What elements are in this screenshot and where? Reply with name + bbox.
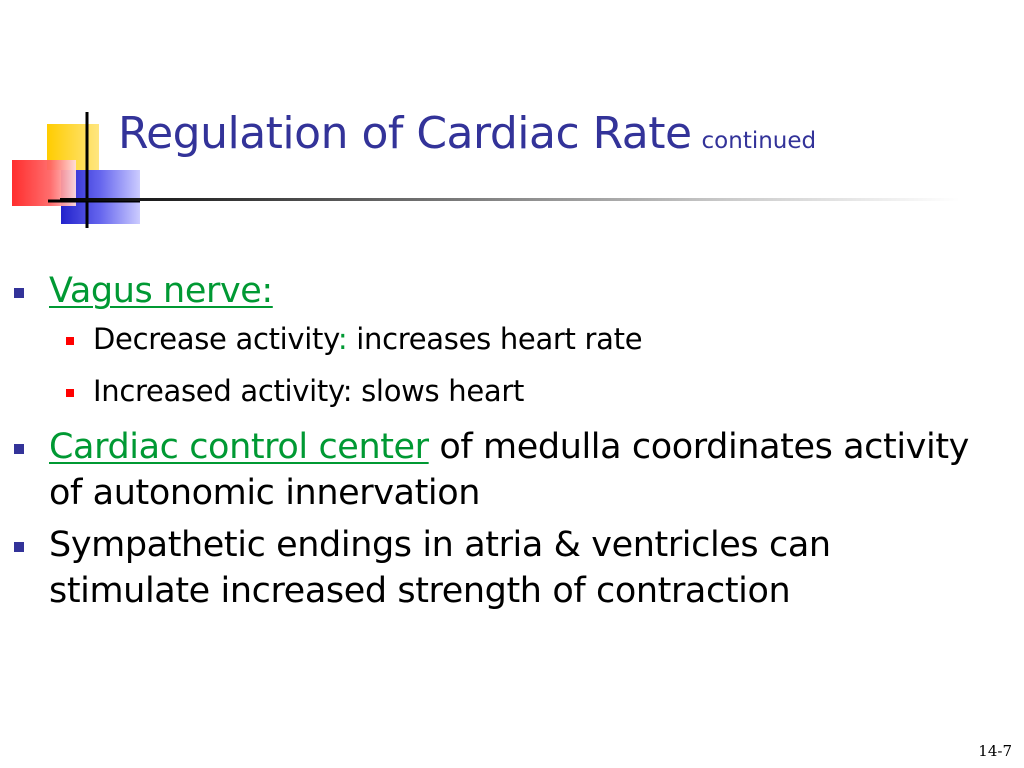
slide-title	[118, 104, 816, 171]
sub-bullet-text: Increased activity: slows heart	[93, 374, 525, 408]
sub-bullet-lead: Decrease activity	[93, 322, 338, 356]
bullet-vagus-nerve	[14, 268, 999, 314]
sub-bullet-decrease-activity	[14, 320, 999, 358]
bullet-text: Sympathetic endings in atria & ventricles can stimulate increased strength of contraction	[49, 525, 831, 611]
cardiac-control-center-link[interactable]: Cardiac control center	[49, 427, 429, 467]
bullet-list	[14, 268, 999, 620]
bullet-sympathetic-endings	[14, 522, 999, 614]
sub-bullet-colon: :	[337, 322, 348, 356]
sub-bullet-increased-activity	[14, 372, 999, 410]
slide-number: 14-7	[978, 742, 1012, 760]
slide-title-main: Regulation of Cardiac Rate	[118, 108, 692, 159]
slide-title-continued: continued	[701, 128, 817, 154]
sub-bullet-rest: increases heart rate	[347, 322, 643, 356]
bullet-cardiac-control-center	[14, 424, 999, 516]
title-divider	[60, 198, 960, 201]
bullet-rest-text: of medulla coordinates activity of autonomic innervation	[49, 427, 969, 513]
vagus-nerve-link[interactable]: Vagus nerve:	[49, 271, 273, 311]
